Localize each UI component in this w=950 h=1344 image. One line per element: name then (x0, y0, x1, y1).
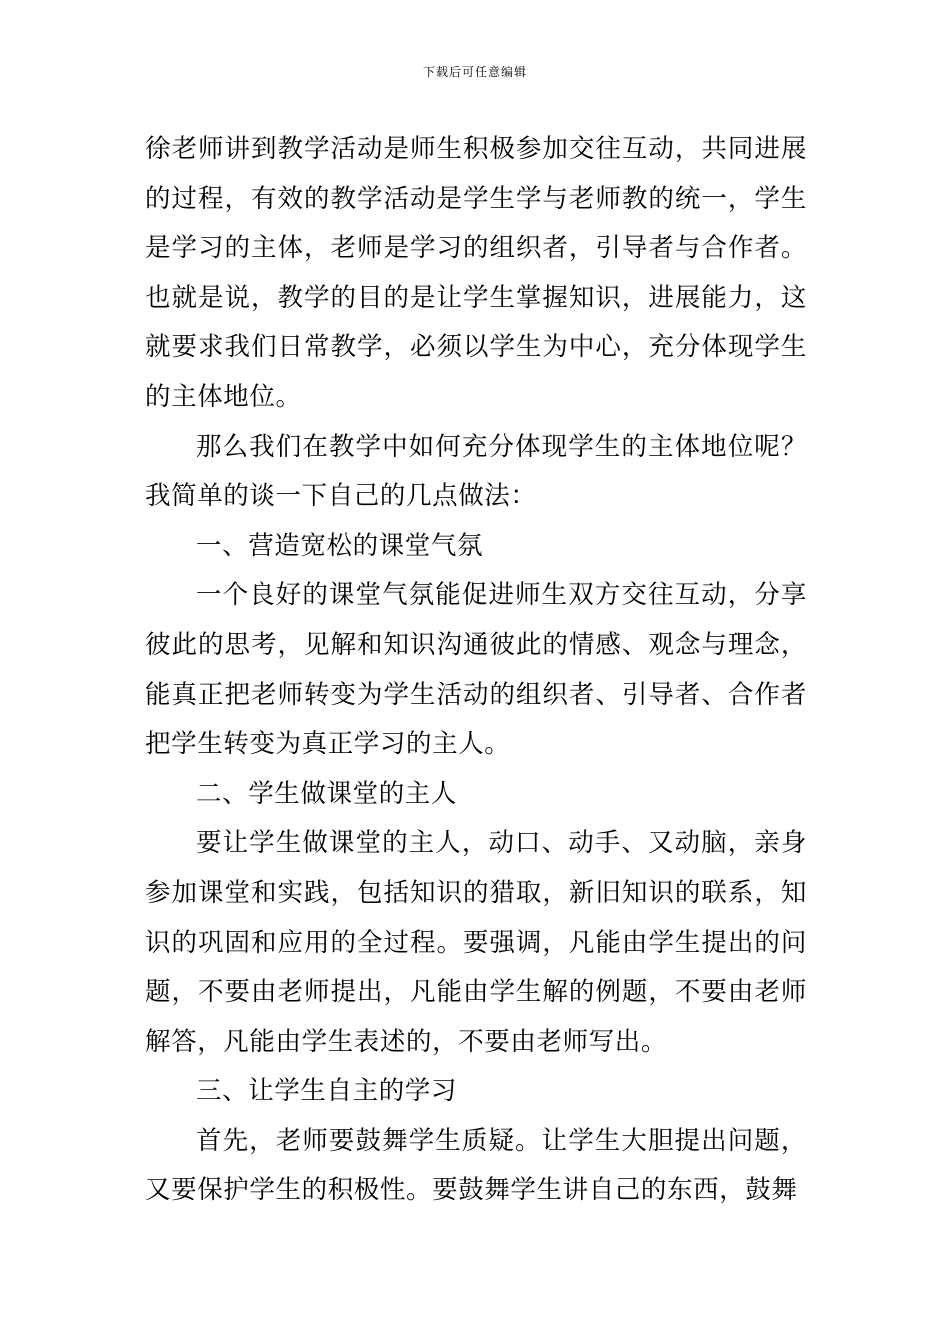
paragraph-section-1: 一个良好的课堂气氛能促进师生双方交往互动，分享彼此的思考，见解和知识沟通彼此的情感、观念与理念，能真正把老师转变为学生活动的组织者、引导者、合作者把学生转变为真正学习的主人。 (145, 580, 807, 760)
paragraph-section-2: 要让学生做课堂的主人，动口、动手、又动脑，亲身参加课堂和实践，包括知识的猎取，新旧知识的联系，知识的巩固和应用的全过程。要强调，凡能由学生提出的问题，不要由老师提出，凡能由学生解的例题，不要由老师解答，凡能由学生表述的，不要由老师写出。 (145, 828, 807, 1057)
section-heading-3: 三、让学生自主的学习 (196, 1076, 458, 1107)
document-body (145, 125, 807, 1216)
section-heading-1: 一、营造宽松的课堂气氛 (196, 530, 484, 561)
paragraph-section-3: 首先，老师要鼓舞学生质疑。让学生大胆提出问题，又要保护学生的积极性。要鼓舞学生讲自己的东西，鼓舞 (145, 1125, 807, 1206)
paragraph-intro: 徐老师讲到教学活动是师生积极参加交往互动，共同进展的过程，有效的教学活动是学生学与老师教的统一，学生是学习的主体，老师是学习的组织者，引导者与合作者。也就是说，教学的目的是让学生掌握知识，进展能力，这就要求我们日常教学，必须以学生为中心，充分体现学生的主体地位。 (145, 134, 807, 412)
page-header: 下载后可任意编辑 (422, 65, 527, 79)
section-heading-2: 二、学生做课堂的主人 (196, 778, 458, 809)
paragraph-question: 那么我们在教学中如何充分体现学生的主体地位呢？我简单的谈一下自己的几点做法： (145, 431, 807, 512)
